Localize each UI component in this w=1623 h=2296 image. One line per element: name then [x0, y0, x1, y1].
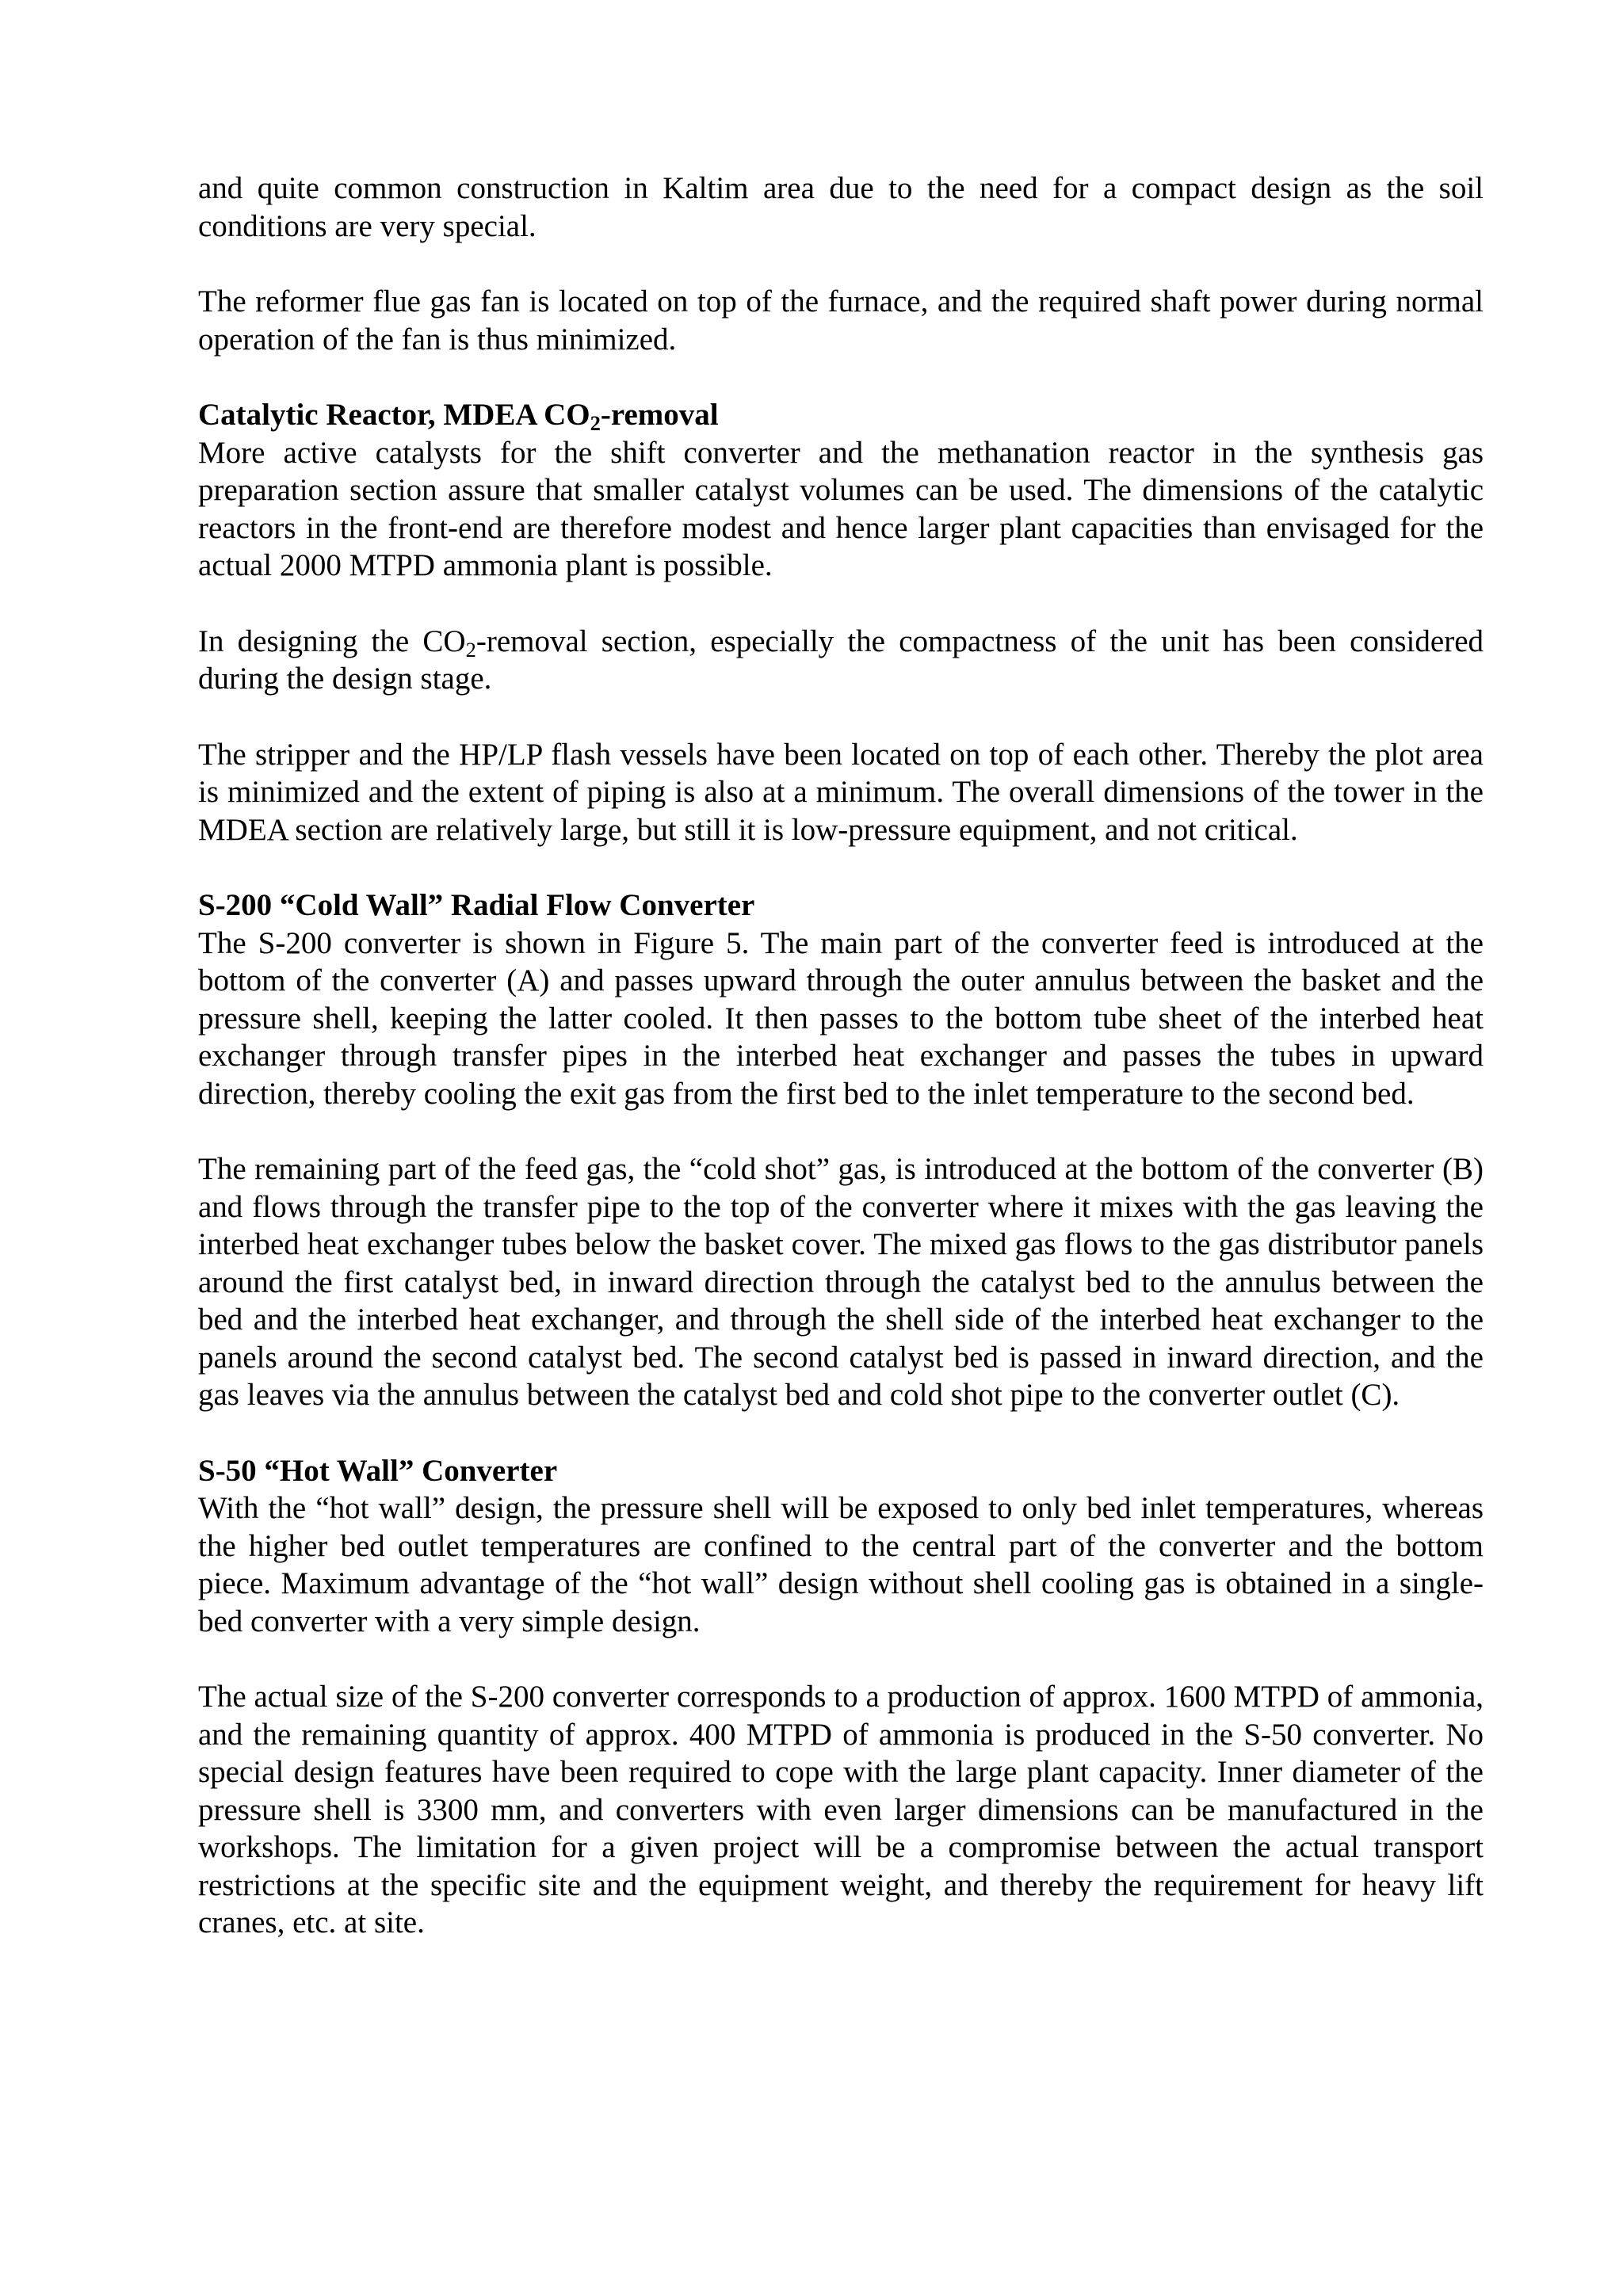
- section-s200-converter: [198, 887, 1484, 1414]
- section-heading-catalytic: [198, 396, 1484, 434]
- s50-paragraph-2: The actual size of the S-200 converter corresponds to a production of approx. 1600 MTPD of ammonia, and the remaining quantity of approx. 400 MTPD of ammonia is produced in the S-50 converter. No special design features have been required to cope with the large plant capacity. Inner diameter of the pressure shell is 3300 mm, and converters with even larger dimensions can be manufactured in the workshops. The limitation for a given project will be a compromise between the actual transport restrictions at the specific site and the equipment weight, and thereby the requirement for heavy lift cranes, etc. at site.: [198, 1680, 1484, 1939]
- catalytic-paragraph-3: The stripper and the HP/LP flash vessels have been located on top of each other. Thereby the plot area is minimized and the extent of piping is also at a minimum. The overall dimensions of the tower in the MDEA section are relatively large, but still it is low-pressure equipment, and not critical.: [198, 737, 1484, 847]
- paragraph-text-suffix: -removal section, especially the compactness of the unit has been considered during the design stage.: [198, 624, 1484, 696]
- section-s50-converter: [198, 1452, 1484, 1942]
- heading-text: Catalytic Reactor, MDEA CO: [198, 398, 590, 432]
- heading-text-suffix: -removal: [600, 398, 719, 432]
- s200-paragraph-1: The S-200 converter is shown in Figure 5. The main part of the converter feed is introduced at the bottom of the converter (A) and passes upward through the outer annulus between the basket and the pressure shell, keeping the latter cooled. It then passes to the bottom tube sheet of the interbed heat exchanger through transfer pipes in the interbed heat exchanger and passes the tubes in upward direction, thereby cooling the exit gas from the first bed to the inlet temperature to the second bed.: [198, 925, 1484, 1111]
- paragraph-subscript: 2: [465, 637, 476, 662]
- catalytic-paragraph-2: [198, 623, 1484, 698]
- s50-paragraph-1: With the “hot wall” design, the pressure shell will be exposed to only bed inlet temperatures, whereas the higher bed outlet temperatures are confined to the central part of the converter and the bottom piece. Maximum advantage of the “hot wall” design without shell cooling gas is obtained in a single-bed converter with a very simple design.: [198, 1491, 1484, 1638]
- intro-paragraph-2: The reformer flue gas fan is located on top of the furnace, and the required shaft power during normal operation of the fan is thus minimized.: [198, 284, 1484, 357]
- document-page: [198, 170, 1484, 1980]
- heading-subscript: 2: [590, 411, 601, 436]
- section-heading-s50: S-50 “Hot Wall” Converter: [198, 1453, 558, 1488]
- paragraph-text: In designing the CO: [198, 624, 466, 658]
- section-catalytic-reactor: [198, 396, 1484, 849]
- intro-paragraph-1: and quite common construction in Kaltim area due to the need for a compact design as the soil conditions are very special.: [198, 171, 1484, 243]
- section-heading-s200: S-200 “Cold Wall” Radial Flow Converter: [198, 888, 755, 922]
- catalytic-paragraph-1: More active catalysts for the shift converter and the methanation reactor in the synthesis gas preparation section assure that smaller catalyst volumes can be used. The dimensions of the catalytic reactors in the front-end are therefore modest and hence larger plant capacities than envisaged for the actual 2000 MTPD ammonia plant is possible.: [198, 435, 1484, 582]
- s200-paragraph-2: The remaining part of the feed gas, the “cold shot” gas, is introduced at the bottom of the converter (B) and flows through the transfer pipe to the top of the converter where it mixes with the gas leaving the interbed heat exchanger tubes below the basket cover. The mixed gas flows to the gas distributor panels around the first catalyst bed, in inward direction through the catalyst bed to the annulus between the bed and the interbed heat exchanger, and through the shell side of the interbed heat exchanger to the panels around the second catalyst bed. The second catalyst bed is passed in inward direction, and the gas leaves via the annulus between the catalyst bed and cold shot pipe to the converter outlet (C).: [198, 1152, 1484, 1412]
